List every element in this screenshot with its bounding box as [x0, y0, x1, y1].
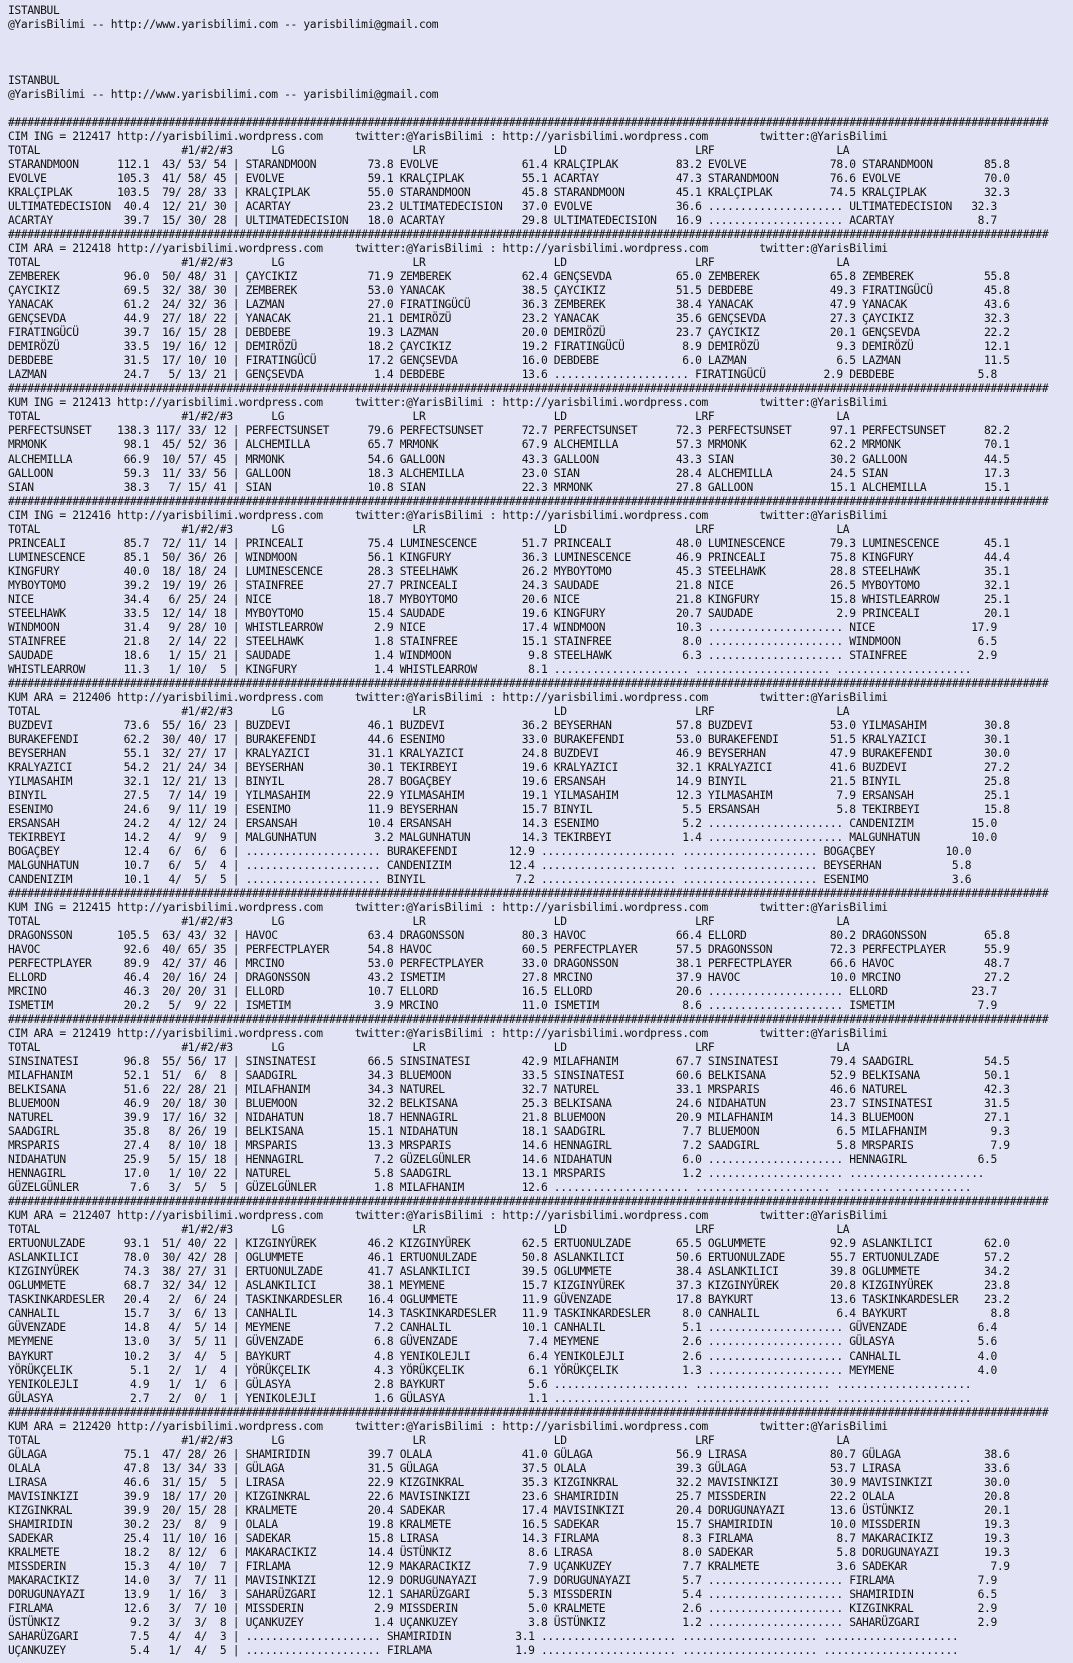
- text-line: STEELHAWK 33.5 12/ 14/ 18 | MYBOYTOMO 15.4 SAUDADE 19.6 KINGFURY 20.7 SAUDADE 2.9 PRINCEALI 20.1: [8, 606, 1010, 620]
- text-line: TOTAL #1/#2/#3 LG LR LD LRF LA: [8, 1041, 850, 1055]
- text-line: ##################################################################################################################################################################: [8, 116, 1049, 130]
- text-line: TOTAL #1/#2/#3 LG LR LD LRF LA: [8, 915, 850, 929]
- text-line: WHISTLEARROW 11.3 1/ 10/ 5 | KINGFURY 1.4 WHISTLEARROW 8.1 ..................... ..................... .....................: [8, 662, 972, 676]
- text-line: ##################################################################################################################################################################: [8, 1013, 1049, 1027]
- text-line: MALGUNHATUN 10.7 6/ 5/ 4 | ..................... CANDENIZIM 12.4 ..................... ..................... BEYSERHAN 5.8: [8, 858, 972, 872]
- text-line: PERFECTSUNSET 138.3 117/ 33/ 12 | PERFECTSUNSET 79.6 PERFECTSUNSET 72.7 PERFECTSUNSET 72.3 PERFECTSUNSET 97.1 PERFECTSUNSET 82.2: [8, 424, 1010, 438]
- text-line: ##################################################################################################################################################################: [8, 1195, 1049, 1209]
- text-line: KRALYAZICI 54.2 21/ 24/ 34 | BEYSERHAN 30.1 TEKIRBEYI 19.6 KRALYAZICI 32.1 KRALYAZICI 41.6 BUZDEVI 27.2: [8, 760, 1010, 774]
- text-line: YÖRÜKÇELIK 5.1 2/ 1/ 4 | YÖRÜKÇELIK 4.3 YÖRÜKÇELIK 6.1 YÖRÜKÇELIK 1.3 ..................... MEYMENE 4.0: [8, 1363, 997, 1377]
- text-line: DEBDEBE 31.5 17/ 10/ 10 | FIRATINGÜCÜ 17.2 GENÇSEVDA 16.0 DEBDEBE 6.0 LAZMAN 6.5 LAZMAN 11.5: [8, 354, 1010, 368]
- text-line: YANACAK 61.2 24/ 32/ 36 | LAZMAN 27.0 FIRATINGÜCÜ 36.3 ZEMBEREK 38.4 YANACAK 47.9 YANACAK 43.6: [8, 298, 1010, 312]
- text-line: BAYKURT 10.2 3/ 4/ 5 | BAYKURT 4.8 YENIKOLEJLI 6.4 YENIKOLEJLI 2.6 ..................... CANHALIL 4.0: [8, 1349, 997, 1363]
- text-line: KIZGINKRAL 39.9 20/ 15/ 28 | KRALMETE 20.4 SADEKAR 17.4 MAVISINKIZI 20.4 DORUGUNAYAZI 13.6 ÜSTÜNKIZ 20.1: [8, 1503, 1010, 1517]
- text-line: @YarisBilimi -- http://www.yarisbilimi.com -- yarisbilimi@gmail.com: [8, 18, 439, 32]
- text-line: KUM ING = 212413 http://yarisbilimi.wordpress.com twitter:@YarisBilimi : http://yarisbilimi.wordpress.com twitter:@YarisBilimi: [8, 396, 888, 410]
- text-line: SAADGIRL 35.8 8/ 26/ 19 | BELKISANA 15.1 NIDAHATUN 18.1 SAADGIRL 7.7 BLUEMOON 6.5 MILAFHANIM 9.3: [8, 1125, 1010, 1139]
- text-line: MRSPARIS 27.4 8/ 10/ 18 | MRSPARIS 13.3 MRSPARIS 14.6 HENNAGIRL 7.2 SAADGIRL 5.8 MRSPARIS 7.9: [8, 1139, 1010, 1153]
- text-line: KUM ARA = 212407 http://yarisbilimi.wordpress.com twitter:@YarisBilimi : http://yarisbilimi.wordpress.com twitter:@YarisBilimi: [8, 1209, 888, 1223]
- text-line: NATUREL 39.9 17/ 16/ 32 | NIDAHATUN 18.7 HENNAGIRL 21.8 BLUEMOON 20.9 MILAFHANIM 14.3 BLUEMOON 27.1: [8, 1111, 1010, 1125]
- text-line: UÇANKUZEY 5.4 1/ 4/ 5 | ..................... FIRLAMA 1.9 ..................... ..................... .....................: [8, 1643, 959, 1657]
- text-line: MILAFHANIM 52.1 51/ 6/ 8 | SAADGIRL 34.3 BLUEMOON 33.5 SINSINATESI 60.6 BELKISANA 52.9 BELKISANA 50.1: [8, 1069, 1010, 1083]
- text-line: KUM ING = 212415 http://yarisbilimi.wordpress.com twitter:@YarisBilimi : http://yarisbilimi.wordpress.com twitter:@YarisBilimi: [8, 901, 888, 914]
- text-line: TOTAL #1/#2/#3 LG LR LD LRF LA: [8, 704, 850, 718]
- text-line: BELKISANA 51.6 22/ 28/ 21 | MILAFHANIM 34.3 NATUREL 32.7 NATUREL 33.1 MRSPARIS 46.6 NATUREL 42.3: [8, 1083, 1010, 1097]
- text-line: ERSANSAH 24.2 4/ 12/ 24 | ERSANSAH 10.4 ERSANSAH 14.3 ESENIMO 5.2 ..................... CANDENIZIM 15.0: [8, 816, 997, 830]
- text-line: ESENIMO 24.6 9/ 11/ 19 | ESENIMO 11.9 BEYSERHAN 15.7 BINYIL 5.5 ERSANSAH 5.8 TEKIRBEYI 15.8: [8, 802, 1010, 816]
- text-line: ÜSTÜNKIZ 9.2 3/ 3/ 8 | UÇANKUZEY 1.4 UÇANKUZEY 3.8 ÜSTÜNKIZ 1.2 ..................... SAHARÜZGARI 2.9: [8, 1615, 997, 1629]
- text-line: ISTANBUL: [8, 4, 60, 17]
- text-line: HENNAGIRL 17.0 1/ 10/ 22 | NATUREL 5.8 SAADGIRL 13.1 MRSPARIS 1.2 ..................... .....................: [8, 1167, 985, 1181]
- text-line: ##################################################################################################################################################################: [8, 886, 1049, 900]
- text-line: SAUDADE 18.6 1/ 15/ 21 | SAUDADE 1.4 WINDMOON 9.8 STEELHAWK 6.3 ..................... STAINFREE 2.9: [8, 648, 997, 662]
- text-line: MAVISINKIZI 39.9 18/ 17/ 20 | KIZGINKRAL 22.6 MAVISINKIZI 23.6 SHAMIRIDIN 25.7 MISSDERIN 22.2 OLALA 20.8: [8, 1489, 1010, 1503]
- text-line: YENIKOLEJLI 4.9 1/ 1/ 6 | GÜLASYA 2.8 BAYKURT 5.6 ..................... ..................... .....................: [8, 1377, 972, 1391]
- text-line: KINGFURY 40.0 18/ 18/ 24 | LUMINESCENCE 28.3 STEELHAWK 26.2 MYBOYTOMO 45.3 STEELHAWK 28.8 STEELHAWK 35.1: [8, 564, 1010, 578]
- text-line: [8, 102, 1073, 116]
- text-line: SADEKAR 25.4 11/ 10/ 16 | SADEKAR 15.8 LIRASA 14.3 FIRLAMA 8.3 FIRLAMA 8.7 MAKARACIKIZ 19.3: [8, 1531, 1010, 1545]
- text-line: KUM ARA = 212420 http://yarisbilimi.wordpress.com twitter:@YarisBilimi : http://yarisbilimi.wordpress.com twitter:@YarisBilimi: [8, 1419, 888, 1433]
- text-line: CANHALIL 15.7 3/ 6/ 13 | CANHALIL 14.3 TASKINKARDESLER 11.9 TASKINKARDESLER 8.0 CANHALIL 6.4 BAYKURT 8.8: [8, 1307, 1010, 1321]
- text-line: PRINCEALI 85.7 72/ 11/ 14 | PRINCEALI 75.4 LUMINESCENCE 51.7 PRINCEALI 48.0 LUMINESCENCE 79.3 LUMINESCENCE 45.1: [8, 536, 1010, 550]
- text-line: [8, 32, 1073, 46]
- text-line: DRAGONSSON 105.5 63/ 43/ 32 | HAVOC 63.4 DRAGONSSON 80.3 HAVOC 66.4 ELLORD 80.2 DRAGONSSON 65.8: [8, 929, 1010, 943]
- text-line: CANDENIZIM 10.1 4/ 5/ 5 | ..................... BINYIL 7.2 ..................... ..................... ESENIMO 3.6: [8, 872, 972, 886]
- text-line: DEMIRÖZÜ 33.5 19/ 16/ 12 | DEMIRÖZÜ 18.2 ÇAYCIKIZ 19.2 FIRATINGÜCÜ 8.9 DEMIRÖZÜ 9.3 DEMIRÖZÜ 12.1: [8, 340, 1010, 354]
- text-line: GÜZELGÜNLER 7.6 3/ 5/ 5 | GÜZELGÜNLER 1.8 MILAFHANIM 12.6 ..................... ..................... .....................: [8, 1181, 972, 1195]
- text-line: TOTAL #1/#2/#3 LG LR LD LRF LA: [8, 1433, 850, 1447]
- text-line: STAINFREE 21.8 2/ 14/ 22 | STEELHAWK 1.8 STAINFREE 15.1 STAINFREE 8.0 ..................... WINDMOON 6.5: [8, 634, 997, 648]
- text-line: EVOLVE 105.3 41/ 58/ 45 | EVOLVE 59.1 KRALÇIPLAK 55.1 ACARTAY 47.3 STARANDMOON 76.6 EVOLVE 70.0: [8, 172, 1010, 186]
- text-line: KUM ARA = 212406 http://yarisbilimi.wordpress.com twitter:@YarisBilimi : http://yarisbilimi.wordpress.com twitter:@YarisBilimi: [8, 690, 888, 704]
- text-line: TOTAL #1/#2/#3 LG LR LD LRF LA: [8, 144, 850, 158]
- text-line: OLALA 47.8 13/ 34/ 33 | GÜLAGA 31.5 GÜLAGA 37.5 OLALA 39.3 GÜLAGA 53.7 LIRASA 33.6: [8, 1461, 1010, 1475]
- text-line: HAVOC 92.6 40/ 65/ 35 | PERFECTPLAYER 54.8 HAVOC 60.5 PERFECTPLAYER 57.5 DRAGONSSON 72.3 PERFECTPLAYER 55.9: [8, 943, 1010, 957]
- text-line: ##################################################################################################################################################################: [8, 228, 1049, 242]
- text-line: FIRATINGÜCÜ 39.7 16/ 15/ 28 | DEBDEBE 19.3 LAZMAN 20.0 DEMIRÖZÜ 23.7 ÇAYCIKIZ 20.1 GENÇSEVDA 22.2: [8, 326, 1010, 340]
- text-line: ##################################################################################################################################################################: [8, 676, 1049, 690]
- text-line: TASKINKARDESLER 20.4 2/ 6/ 24 | TASKINKARDESLER 16.4 OGLUMMETE 11.9 GÜVENZADE 17.8 BAYKURT 13.6 TASKINKARDESLER 23.2: [8, 1293, 1010, 1307]
- text-line: TOTAL #1/#2/#3 LG LR LD LRF LA: [8, 256, 850, 270]
- text-line: ISMETIM 20.2 5/ 9/ 22 | ISMETIM 3.9 MRCINO 11.0 ISMETIM 8.6 ..................... ISMETIM 7.9: [8, 999, 997, 1013]
- text-line: OGLUMMETE 68.7 32/ 34/ 12 | ASLANKILICI 38.1 MEYMENE 15.7 KIZGINYÜREK 37.3 KIZGINYÜREK 20.8 KIZGINYÜREK 23.8: [8, 1279, 1010, 1293]
- text-line: LAZMAN 24.7 5/ 13/ 21 | GENÇSEVDA 1.4 DEBDEBE 13.6 ..................... FIRATINGÜCÜ 2.9 DEBDEBE 5.8: [8, 368, 997, 382]
- text-line: MRMONK 98.1 45/ 52/ 36 | ALCHEMILLA 65.7 MRMONK 67.9 ALCHEMILLA 57.3 MRMONK 62.2 MRMONK 70.1: [8, 438, 1010, 452]
- text-line: ÇAYCIKIZ 69.5 32/ 38/ 30 | ZEMBEREK 53.0 YANACAK 38.5 ÇAYCIKIZ 51.5 DEBDEBE 49.3 FIRATINGÜCÜ 45.8: [8, 284, 1010, 298]
- text-line: BINYIL 27.5 7/ 14/ 19 | YILMASAHIM 22.9 YILMASAHIM 19.1 YILMASAHIM 12.3 YILMASAHIM 7.9 ERSANSAH 25.1: [8, 788, 1010, 802]
- text-line: BUZDEVI 73.6 55/ 16/ 23 | BUZDEVI 46.1 BUZDEVI 36.2 BEYSERHAN 57.8 BUZDEVI 53.0 YILMASAHIM 30.8: [8, 718, 1010, 732]
- text-line: GÜLAGA 75.1 47/ 28/ 26 | SHAMIRIDIN 39.7 OLALA 41.0 GÜLAGA 56.9 LIRASA 80.7 GÜLAGA 38.6: [8, 1447, 1010, 1461]
- text-line: ISTANBUL: [8, 74, 60, 88]
- text-line: GALLOON 59.3 11/ 33/ 56 | GALLOON 18.3 ALCHEMILLA 23.0 SIAN 28.4 ALCHEMILLA 24.5 SIAN 17.3: [8, 466, 1010, 480]
- text-line: CIM ING = 212417 http://yarisbilimi.wordpress.com twitter:@YarisBilimi : http://yarisbilimi.wordpress.com twitter:@YarisBilimi: [8, 130, 888, 144]
- text-line: @YarisBilimi -- http://www.yarisbilimi.com -- yarisbilimi@gmail.com: [8, 88, 439, 102]
- text-line: GENÇSEVDA 44.9 27/ 18/ 22 | YANACAK 21.1 DEMIRÖZÜ 23.2 YANACAK 35.6 GENÇSEVDA 27.3 ÇAYCIKIZ 32.3: [8, 312, 1010, 326]
- text-line: KIZGINYÜREK 74.3 38/ 27/ 31 | ERTUONULZADE 41.7 ASLANKILICI 39.5 OGLUMMETE 38.4 ASLANKILICI 39.8 OGLUMMETE 34.2: [8, 1265, 1010, 1279]
- text-line: CIM ARA = 212419 http://yarisbilimi.wordpress.com twitter:@YarisBilimi : http://yarisbilimi.wordpress.com twitter:@YarisBilimi: [8, 1027, 888, 1041]
- text-line: [8, 46, 1073, 60]
- text-line: MAKARACIKIZ 14.0 3/ 7/ 11 | MAVISINKIZI 12.9 DORUGUNAYAZI 7.9 DORUGUNAYAZI 5.7 ..................... FIRLAMA 7.9: [8, 1573, 997, 1587]
- text-line: GÜLASYA 2.7 2/ 0/ 1 | YENIKOLEJLI 1.6 GÜLASYA 1.1 ..................... ..................... .....................: [8, 1391, 972, 1405]
- text-line: ##################################################################################################################################################################: [8, 1405, 1049, 1419]
- text-line: MYBOYTOMO 39.2 19/ 19/ 26 | STAINFREE 27.7 PRINCEALI 24.3 SAUDADE 21.8 NICE 26.5 MYBOYTOMO 32.1: [8, 578, 1010, 592]
- text-line: MEYMENE 13.0 3/ 5/ 11 | GÜVENZADE 6.8 GÜVENZADE 7.4 MEYMENE 2.6 ..................... GÜLASYA 5.6: [8, 1335, 997, 1349]
- text-line: LIRASA 46.6 31/ 15/ 5 | LIRASA 22.9 KIZGINKRAL 35.3 KIZGINKRAL 32.2 MAVISINKIZI 30.9 MAVISINKIZI 30.0: [8, 1475, 1010, 1489]
- text-line: LUMINESCENCE 85.1 50/ 36/ 26 | WINDMOON 56.1 KINGFURY 36.3 LUMINESCENCE 46.9 PRINCEALI 75.8 KINGFURY 44.4: [8, 550, 1010, 564]
- text-line: ASLANKILICI 78.0 30/ 42/ 28 | OGLUMMETE 46.1 ERTUONULZADE 50.8 ASLANKILICI 50.6 ERTUONULZADE 55.7 ERTUONULZADE 57.2: [8, 1251, 1010, 1265]
- text-line: TEKIRBEYI 14.2 4/ 9/ 9 | MALGUNHATUN 3.2 MALGUNHATUN 14.3 TEKIRBEYI 1.4 ..................... MALGUNHATUN 10.0: [8, 830, 997, 844]
- text-line: SIAN 38.3 7/ 15/ 41 | SIAN 10.8 SIAN 22.3 MRMONK 27.8 GALLOON 15.1 ALCHEMILLA 15.1: [8, 480, 1010, 494]
- text-line: PERFECTPLAYER 89.9 42/ 37/ 46 | MRCINO 53.0 PERFECTPLAYER 33.0 DRAGONSSON 38.1 PERFECTPLAYER 66.6 HAVOC 48.7: [8, 957, 1010, 971]
- text-line: MRCINO 46.3 20/ 20/ 31 | ELLORD 10.7 ELLORD 16.5 ELLORD 20.6 ..................... ELLORD 23.7: [8, 985, 997, 999]
- text-line: BEYSERHAN 55.1 32/ 27/ 17 | KRALYAZICI 31.1 KRALYAZICI 24.8 BUZDEVI 46.9 BEYSERHAN 47.9 BURAKEFENDI 30.0: [8, 746, 1010, 760]
- text-line: BOGAÇBEY 12.4 6/ 6/ 6 | ..................... BURAKEFENDI 12.9 ..................... ..................... BOGAÇBEY 10.0: [8, 844, 972, 858]
- text-line: TOTAL #1/#2/#3 LG LR LD LRF LA: [8, 1223, 850, 1237]
- text-line: ELLORD 46.4 20/ 16/ 24 | DRAGONSSON 43.2 ISMETIM 27.8 MRCINO 37.9 HAVOC 10.0 MRCINO 27.2: [8, 971, 1010, 985]
- text-line: DORUGUNAYAZI 13.9 1/ 16/ 3 | SAHARÜZGARI 12.1 SAHARÜZGARI 5.3 MISSDERIN 5.4 ..................... SHAMIRIDIN 6.5: [8, 1587, 997, 1601]
- text-line: NIDAHATUN 25.9 5/ 15/ 18 | HENNAGIRL 7.2 GÜZELGÜNLER 14.6 NIDAHATUN 6.0 ..................... HENNAGIRL 6.5: [8, 1153, 997, 1167]
- text-line: ##################################################################################################################################################################: [8, 382, 1049, 396]
- text-line: WINDMOON 31.4 9/ 28/ 10 | WHISTLEARROW 2.9 NICE 17.4 WINDMOON 10.3 ..................... NICE 17.9: [8, 620, 997, 634]
- text-line: YILMASAHIM 32.1 12/ 21/ 13 | BINYIL 28.7 BOGAÇBEY 19.6 ERSANSAH 14.9 BINYIL 21.5 BINYIL 25.8: [8, 774, 1010, 788]
- text-line: MISSDERIN 15.3 4/ 10/ 7 | FIRLAMA 12.9 MAKARACIKIZ 7.9 UÇANKUZEY 7.7 KRALMETE 3.6 SADEKAR 7.9: [8, 1559, 1010, 1573]
- text-line: [8, 60, 1073, 74]
- text-line: ##################################################################################################################################################################: [8, 494, 1049, 508]
- text-line: KRALMETE 18.2 8/ 12/ 6 | MAKARACIKIZ 14.4 ÜSTÜNKIZ 8.6 LIRASA 8.0 SADEKAR 5.8 DORUGUNAYAZI 19.3: [8, 1545, 1010, 1559]
- text-line: KRALÇIPLAK 103.5 79/ 28/ 33 | KRALÇIPLAK 55.0 STARANDMOON 45.8 STARANDMOON 45.1 KRALÇIPLAK 74.5 KRALÇIPLAK 32.3: [8, 186, 1010, 200]
- text-line: SHAMIRIDIN 30.2 23/ 8/ 9 | OLALA 19.8 KRALMETE 16.5 SADEKAR 15.7 SHAMIRIDIN 10.0 MISSDERIN 19.3: [8, 1517, 1010, 1531]
- text-line: BLUEMOON 46.9 20/ 18/ 30 | BLUEMOON 32.2 BELKISANA 25.3 BELKISANA 24.6 NIDAHATUN 23.7 SINSINATESI 31.5: [8, 1097, 1010, 1111]
- text-line: NICE 34.4 6/ 25/ 24 | NICE 18.7 MYBOYTOMO 20.6 NICE 21.8 KINGFURY 15.8 WHISTLEARROW 25.1: [8, 592, 1010, 606]
- text-line: ERTUONULZADE 93.1 51/ 40/ 22 | KIZGINYÜREK 46.2 KIZGINYÜREK 62.5 ERTUONULZADE 65.5 OGLUMMETE 92.9 ASLANKILICI 62.0: [8, 1237, 1010, 1251]
- text-line: ALCHEMILLA 66.9 10/ 57/ 45 | MRMONK 54.6 GALLOON 43.3 GALLOON 43.3 SIAN 30.2 GALLOON 44.5: [8, 452, 1010, 466]
- text-line: GÜVENZADE 14.8 4/ 5/ 14 | MEYMENE 7.2 CANHALIL 10.1 CANHALIL 5.1 ..................... GÜVENZADE 6.4: [8, 1321, 997, 1335]
- text-line: BURAKEFENDI 62.2 30/ 40/ 17 | BURAKEFENDI 44.6 ESENIMO 33.0 BURAKEFENDI 53.0 BURAKEFENDI 51.5 KRALYAZICI 30.1: [8, 732, 1010, 746]
- text-line: CIM ARA = 212418 http://yarisbilimi.wordpress.com twitter:@YarisBilimi : http://yarisbilimi.wordpress.com twitter:@YarisBilimi: [8, 242, 888, 256]
- text-line: ULTIMATEDECISION 40.4 12/ 21/ 30 | ACARTAY 23.2 ULTIMATEDECISION 37.0 EVOLVE 36.6 ..................... ULTIMATEDECISION 32.3: [8, 200, 997, 214]
- text-line: CIM ING = 212416 http://yarisbilimi.wordpress.com twitter:@YarisBilimi : http://yarisbilimi.wordpress.com twitter:@YarisBilimi: [8, 508, 888, 522]
- text-line: FIRLAMA 12.6 3/ 7/ 10 | MISSDERIN 2.9 MISSDERIN 5.0 KRALMETE 2.6 ..................... KIZGINKRAL 2.9: [8, 1601, 997, 1615]
- text-line: SAHARÜZGARI 7.5 4/ 4/ 3 | ..................... SHAMIRIDIN 3.1 ..................... ..................... .....................: [8, 1629, 959, 1643]
- text-line: TOTAL #1/#2/#3 LG LR LD LRF LA: [8, 410, 850, 424]
- text-line: STARANDMOON 112.1 43/ 53/ 54 | STARANDMOON 73.8 EVOLVE 61.4 KRALÇIPLAK 83.2 EVOLVE 78.0 STARANDMOON 85.8: [8, 158, 1010, 172]
- text-line: ACARTAY 39.7 15/ 30/ 28 | ULTIMATEDECISION 18.0 ACARTAY 29.8 ULTIMATEDECISION 16.9 ..................... ACARTAY 8.7: [8, 214, 997, 228]
- text-line: ZEMBEREK 96.0 50/ 48/ 31 | ÇAYCIKIZ 71.9 ZEMBEREK 62.4 GENÇSEVDA 65.0 ZEMBEREK 65.8 ZEMBEREK 55.8: [8, 270, 1010, 284]
- text-line: SINSINATESI 96.8 55/ 56/ 17 | SINSINATESI 66.5 SINSINATESI 42.9 MILAFHANIM 67.7 SINSINATESI 79.4 SAADGIRL 54.5: [8, 1055, 1010, 1069]
- text-line: TOTAL #1/#2/#3 LG LR LD LRF LA: [8, 522, 850, 536]
